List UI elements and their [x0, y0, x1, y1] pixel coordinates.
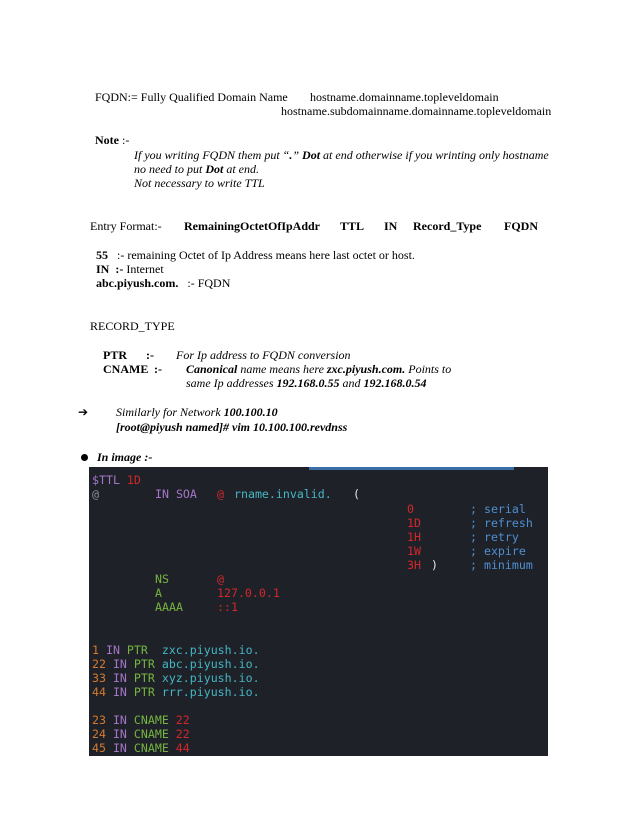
- similarly-net: 100.100.10: [223, 405, 278, 419]
- ptr-record-row: [92, 671, 260, 685]
- soa-refresh-value: 1D: [407, 516, 421, 530]
- legend-key-in: IN: [96, 262, 110, 276]
- bullet-icon: [81, 454, 88, 461]
- similarly-pre: Similarly for Network: [116, 405, 224, 419]
- soa-in: IN SOA: [155, 487, 197, 501]
- entry-col-in-text: IN: [384, 219, 398, 233]
- entry-col-record-type: [413, 219, 481, 233]
- cname-type: CNAME: [133, 713, 169, 727]
- legend-key-fqdn: abc.piyush.com.: [96, 276, 179, 290]
- cname-in: IN: [112, 713, 127, 727]
- similarly-line: [116, 405, 278, 419]
- cname-num: 24: [92, 727, 106, 741]
- soa-at: @: [217, 487, 224, 501]
- cname-and: and: [339, 376, 364, 390]
- ttl-line: [92, 473, 141, 487]
- ptr-num: 22: [92, 657, 106, 671]
- note-line1-pre: If you writing FQDN them put “: [134, 148, 290, 162]
- cname-record-row: [92, 741, 190, 755]
- fqdn-example-1: hostname.domainname.topleveldomain: [310, 90, 499, 104]
- soa-retry-comment: ; retry: [470, 530, 519, 544]
- ptr-sep-text: :-: [146, 348, 154, 362]
- note-line-1: [134, 148, 549, 162]
- fqdn-label: FQDN:= Fully Qualified Domain Name: [95, 90, 288, 104]
- soa-minimum-comment: ; minimum: [470, 558, 533, 572]
- cname-type: CNAME: [133, 727, 169, 741]
- soa-minimum-value: 3H: [407, 558, 421, 572]
- entry-col-fqdn-text: FQDN: [504, 219, 538, 233]
- cname-sep-text: :-: [154, 362, 162, 376]
- cname-desc-line-1: [186, 362, 451, 376]
- entry-col-ttl-text: TTL: [340, 219, 365, 233]
- ptr-in: IN: [112, 657, 127, 671]
- soa-serial-value: 0: [407, 502, 414, 516]
- cname-ip1: 192.168.0.55: [276, 376, 340, 390]
- ptr-type: PTR: [133, 657, 155, 671]
- legend-text-in: Internet: [126, 262, 164, 276]
- ptr-in: IN: [112, 685, 127, 699]
- soa-origin: @: [92, 487, 99, 501]
- fqdn-definition: [95, 90, 288, 104]
- note-line1-bold: Dot: [302, 148, 321, 162]
- ptr-type: PTR: [133, 671, 155, 685]
- note-line2-bold: Dot: [205, 162, 224, 176]
- ptr-record-row: [92, 657, 260, 671]
- legend-sep-in: :-: [115, 262, 124, 276]
- note-line-2: [134, 162, 259, 176]
- in-image-label: [97, 450, 152, 464]
- cname-desc-line-2: [186, 376, 427, 390]
- record-type-heading: RECORD_TYPE: [90, 319, 175, 333]
- cname-in: IN: [112, 741, 127, 755]
- legend-line-3: [96, 276, 230, 290]
- cname-canonical: Canonical: [186, 362, 238, 376]
- ptr-num: 44: [92, 685, 106, 699]
- vim-command: [116, 420, 347, 434]
- note-line1-mid: ”: [292, 148, 303, 162]
- ns-keyword: NS: [155, 572, 169, 586]
- cname-ip2: 192.168.0.54: [363, 376, 427, 390]
- cname-num: 45: [92, 741, 106, 755]
- ptr-desc-text: For Ip address to FQDN conversion: [176, 348, 351, 362]
- ns-value: @: [217, 572, 224, 586]
- terminal-selection-bar: [309, 467, 514, 470]
- cname-mid: name means here: [237, 362, 327, 376]
- note-line-3: [134, 176, 265, 190]
- cname-post: Points to: [405, 362, 452, 376]
- ptr-num: 33: [92, 671, 106, 685]
- note-line3: Not necessary to write TTL: [134, 176, 265, 190]
- cname-key-text: CNAME: [103, 362, 149, 376]
- aaaa-value: ::1: [217, 600, 238, 614]
- entry-col-in: [384, 219, 397, 233]
- ptr-type: PTR: [126, 643, 148, 657]
- cname-record-row: [92, 727, 190, 741]
- entry-format-label: Entry Format:-: [90, 219, 162, 233]
- soa-rname: rname.invalid.: [234, 487, 332, 501]
- a-keyword: A: [155, 586, 162, 600]
- entry-col-fqdn: [504, 219, 538, 233]
- cname-num: 23: [92, 713, 106, 727]
- legend-key-55: 55: [96, 248, 108, 262]
- ptr-num: 1: [92, 643, 99, 657]
- arrow-icon: ➔: [78, 405, 89, 419]
- legend-line-2: [96, 262, 164, 276]
- soa-refresh-comment: ; refresh: [470, 516, 533, 530]
- vim-command-text: [root@piyush named]# vim 10.100.100.revdnss: [116, 420, 348, 434]
- ptr-record-row: [92, 685, 260, 699]
- entry-col-octet: [184, 219, 320, 233]
- note-sep: :-: [119, 133, 130, 147]
- ptr-host: rrr.piyush.io.: [161, 685, 260, 699]
- in-image-text: In image :-: [97, 450, 153, 464]
- soa-retry-value: 1H: [407, 530, 421, 544]
- ptr-host: abc.piyush.io.: [161, 657, 260, 671]
- legend-text-55: :- remaining Octet of Ip Address means here last octet or host.: [117, 248, 415, 262]
- aaaa-keyword: AAAA: [155, 600, 183, 614]
- a-value: 127.0.0.1: [217, 586, 280, 600]
- note-heading: [95, 133, 129, 147]
- soa-expire-comment: ; expire: [470, 544, 526, 558]
- cname-line2-pre: same Ip addresses: [186, 376, 277, 390]
- ptr-key: [103, 348, 127, 362]
- cname-target: 22: [175, 727, 190, 741]
- legend-text-fqdn: :- FQDN: [187, 276, 231, 290]
- legend-line-1: [96, 248, 415, 262]
- ptr-host: xyz.piyush.io.: [161, 671, 260, 685]
- cname-type: CNAME: [133, 741, 169, 755]
- cname-key: [103, 362, 148, 376]
- note-line2-pre: no need to put: [134, 162, 206, 176]
- terminal-screenshot: [89, 467, 548, 756]
- ptr-desc: [176, 348, 351, 362]
- ptr-type: PTR: [133, 685, 155, 699]
- note-line1-post: at end otherwise if you wrinting only hostname: [320, 148, 549, 162]
- ptr-host: zxc.piyush.io.: [161, 643, 260, 657]
- ttl-value: 1D: [126, 473, 141, 487]
- ptr-in: IN: [105, 643, 120, 657]
- soa-expire-value: 1W: [407, 544, 421, 558]
- entry-col-octet-text: RemainingOctetOfIpAddr: [184, 219, 320, 233]
- note-label: Note: [95, 133, 119, 147]
- ptr-key-text: PTR: [103, 348, 127, 362]
- cname-in: IN: [112, 727, 127, 741]
- cname-record-row: [92, 713, 190, 727]
- cname-target: 44: [175, 741, 190, 755]
- soa-close-paren: ): [431, 558, 438, 572]
- cname-target: 22: [175, 713, 190, 727]
- ttl-keyword: $TTL: [92, 473, 120, 487]
- soa-open-paren: (: [353, 487, 360, 501]
- cname-host: zxc.piyush.com.: [326, 362, 406, 376]
- ptr-record-row: [92, 643, 260, 657]
- soa-serial-comment: ; serial: [470, 502, 526, 516]
- cname-sep: [154, 362, 162, 376]
- entry-col-record-type-text: Record_Type: [413, 219, 482, 233]
- fqdn-example-2: hostname.subdomainname.domainname.topleveldomain: [281, 104, 552, 118]
- ptr-sep: [146, 348, 154, 362]
- ptr-in: IN: [112, 671, 127, 685]
- entry-col-ttl: [340, 219, 364, 233]
- note-line2-post: at end.: [223, 162, 259, 176]
- note-line1-dot: .: [289, 148, 293, 162]
